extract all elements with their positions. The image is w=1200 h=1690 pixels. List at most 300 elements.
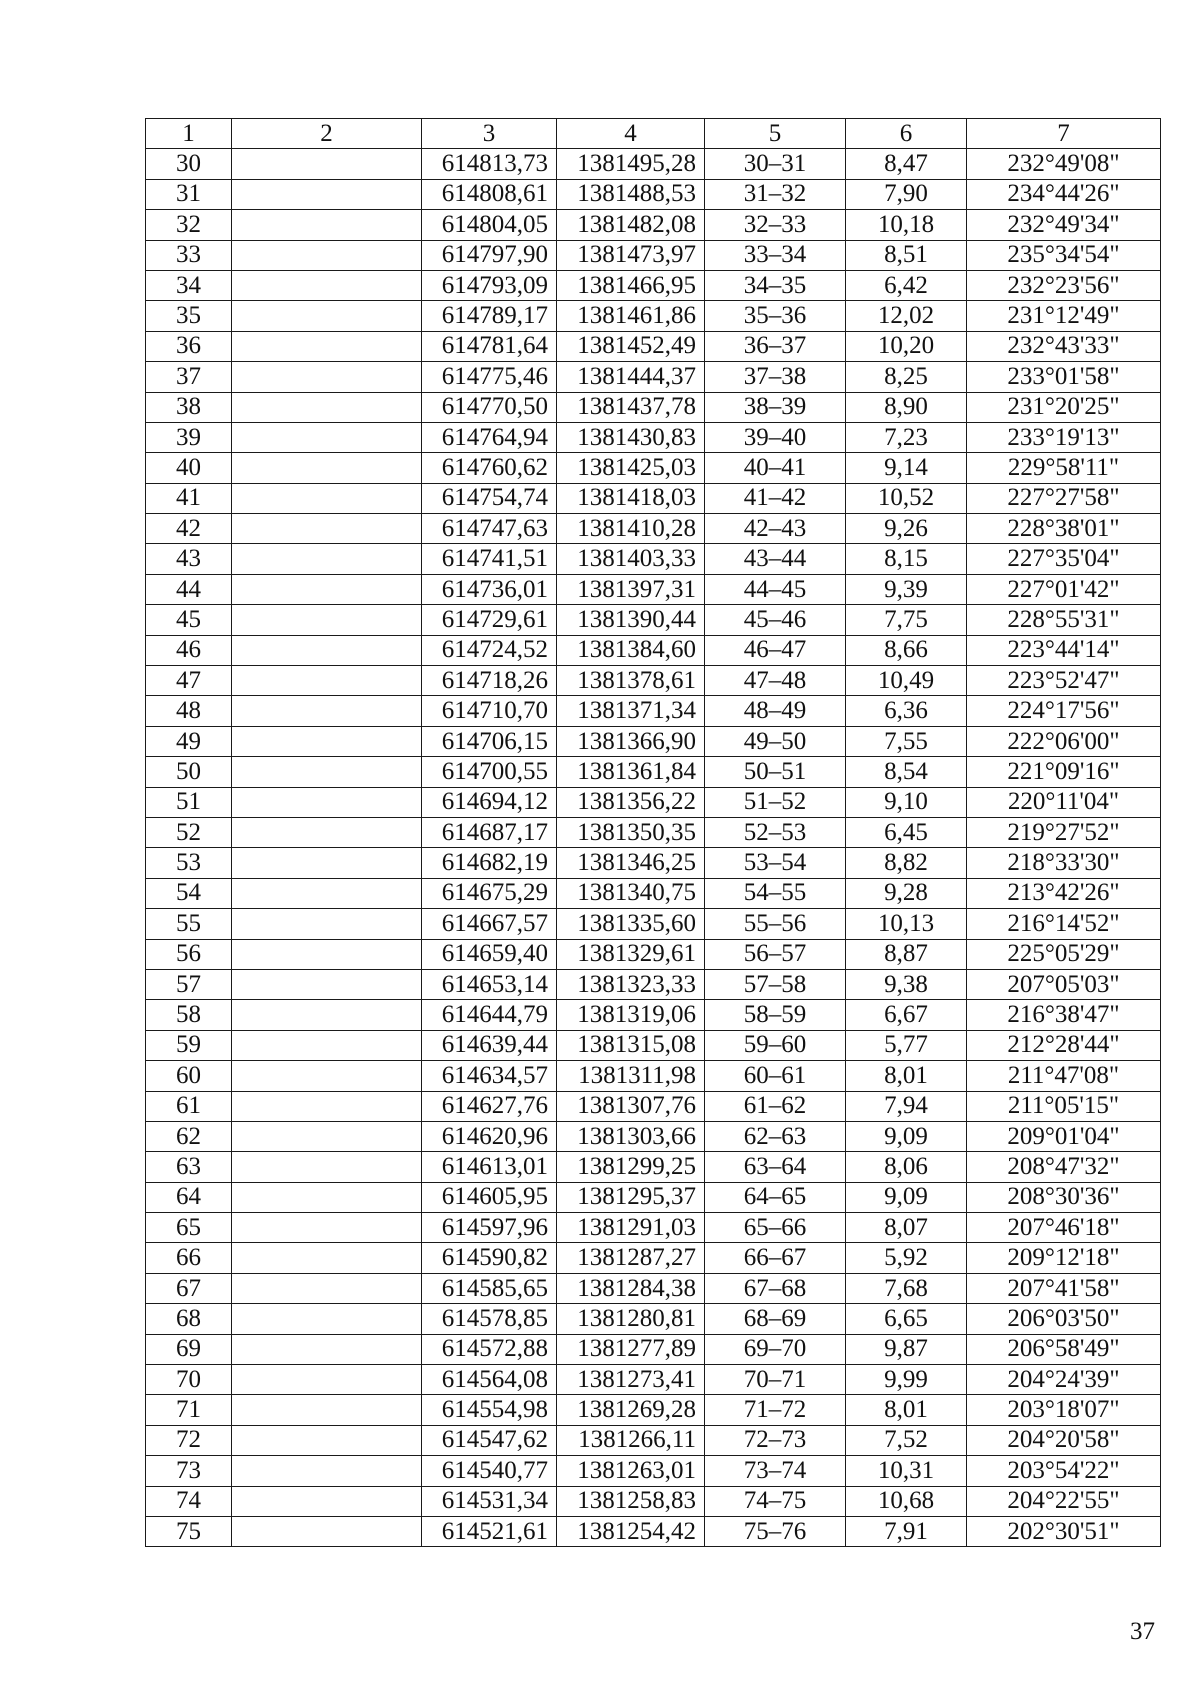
empty-cell <box>232 1061 422 1091</box>
segment-cell: 54–55 <box>705 878 846 908</box>
point-number-cell: 63 <box>146 1152 232 1182</box>
bearing-cell: 223°52'47" <box>967 666 1161 696</box>
point-number-cell: 49 <box>146 726 232 756</box>
header-cell: 4 <box>557 119 705 149</box>
empty-cell <box>232 1030 422 1060</box>
empty-cell <box>232 969 422 999</box>
bearing-cell: 228°55'31" <box>967 605 1161 635</box>
distance-cell: 8,87 <box>846 939 967 969</box>
point-number-cell: 71 <box>146 1395 232 1425</box>
table-row <box>146 726 1161 756</box>
point-number-cell: 73 <box>146 1456 232 1486</box>
table-row <box>146 787 1161 817</box>
point-number-cell: 51 <box>146 787 232 817</box>
y-coordinate-cell: 1381397,31 <box>557 574 705 604</box>
table-row <box>146 1365 1161 1395</box>
distance-cell: 5,92 <box>846 1243 967 1273</box>
y-coordinate-cell: 1381329,61 <box>557 939 705 969</box>
header-cell: 6 <box>846 119 967 149</box>
table-row <box>146 270 1161 300</box>
distance-cell: 6,42 <box>846 270 967 300</box>
y-coordinate-cell: 1381277,89 <box>557 1334 705 1364</box>
x-coordinate-cell: 614760,62 <box>422 453 557 483</box>
x-coordinate-cell: 614808,61 <box>422 179 557 209</box>
bearing-cell: 203°54'22" <box>967 1456 1161 1486</box>
empty-cell <box>232 544 422 574</box>
segment-cell: 48–49 <box>705 696 846 726</box>
x-coordinate-cell: 614724,52 <box>422 635 557 665</box>
segment-cell: 50–51 <box>705 757 846 787</box>
table-row <box>146 1425 1161 1455</box>
distance-cell: 10,18 <box>846 210 967 240</box>
table-row <box>146 301 1161 331</box>
distance-cell: 9,09 <box>846 1121 967 1151</box>
segment-cell: 42–43 <box>705 514 846 544</box>
table-row <box>146 1213 1161 1243</box>
segment-cell: 75–76 <box>705 1516 846 1546</box>
segment-cell: 43–44 <box>705 544 846 574</box>
distance-cell: 8,01 <box>846 1395 967 1425</box>
distance-cell: 8,47 <box>846 149 967 179</box>
point-number-cell: 68 <box>146 1304 232 1334</box>
distance-cell: 10,13 <box>846 909 967 939</box>
bearing-cell: 235°34'54" <box>967 240 1161 270</box>
empty-cell <box>232 301 422 331</box>
y-coordinate-cell: 1381378,61 <box>557 666 705 696</box>
x-coordinate-cell: 614634,57 <box>422 1061 557 1091</box>
segment-cell: 35–36 <box>705 301 846 331</box>
y-coordinate-cell: 1381366,90 <box>557 726 705 756</box>
x-coordinate-cell: 614540,77 <box>422 1456 557 1486</box>
y-coordinate-cell: 1381444,37 <box>557 362 705 392</box>
empty-cell <box>232 878 422 908</box>
x-coordinate-cell: 614694,12 <box>422 787 557 817</box>
x-coordinate-cell: 614531,34 <box>422 1486 557 1516</box>
empty-cell <box>232 1334 422 1364</box>
y-coordinate-cell: 1381346,25 <box>557 848 705 878</box>
distance-cell: 8,54 <box>846 757 967 787</box>
table-row <box>146 1273 1161 1303</box>
table-row <box>146 483 1161 513</box>
page-number: 37 <box>1130 1618 1155 1645</box>
bearing-cell: 227°27'58" <box>967 483 1161 513</box>
bearing-cell: 227°35'04" <box>967 544 1161 574</box>
point-number-cell: 75 <box>146 1516 232 1546</box>
x-coordinate-cell: 614797,90 <box>422 240 557 270</box>
point-number-cell: 54 <box>146 878 232 908</box>
x-coordinate-cell: 614667,57 <box>422 909 557 939</box>
y-coordinate-cell: 1381495,28 <box>557 149 705 179</box>
x-coordinate-cell: 614754,74 <box>422 483 557 513</box>
y-coordinate-cell: 1381311,98 <box>557 1061 705 1091</box>
bearing-cell: 232°23'56" <box>967 270 1161 300</box>
table-row <box>146 757 1161 787</box>
bearing-cell: 212°28'44" <box>967 1030 1161 1060</box>
segment-cell: 71–72 <box>705 1395 846 1425</box>
point-number-cell: 37 <box>146 362 232 392</box>
distance-cell: 6,65 <box>846 1304 967 1334</box>
empty-cell <box>232 1456 422 1486</box>
table-row <box>146 1243 1161 1273</box>
point-number-cell: 50 <box>146 757 232 787</box>
point-number-cell: 34 <box>146 270 232 300</box>
y-coordinate-cell: 1381403,33 <box>557 544 705 574</box>
bearing-cell: 207°46'18" <box>967 1213 1161 1243</box>
bearing-cell: 204°20'58" <box>967 1425 1161 1455</box>
segment-cell: 62–63 <box>705 1121 846 1151</box>
point-number-cell: 46 <box>146 635 232 665</box>
segment-cell: 53–54 <box>705 848 846 878</box>
distance-cell: 6,45 <box>846 817 967 847</box>
empty-cell <box>232 1152 422 1182</box>
empty-cell <box>232 666 422 696</box>
segment-cell: 38–39 <box>705 392 846 422</box>
point-number-cell: 36 <box>146 331 232 361</box>
bearing-cell: 209°12'18" <box>967 1243 1161 1273</box>
distance-cell: 7,91 <box>846 1516 967 1546</box>
point-number-cell: 35 <box>146 301 232 331</box>
y-coordinate-cell: 1381488,53 <box>557 179 705 209</box>
coordinates-table <box>145 118 1161 1547</box>
y-coordinate-cell: 1381384,60 <box>557 635 705 665</box>
y-coordinate-cell: 1381280,81 <box>557 1304 705 1334</box>
x-coordinate-cell: 614578,85 <box>422 1304 557 1334</box>
distance-cell: 7,52 <box>846 1425 967 1455</box>
point-number-cell: 60 <box>146 1061 232 1091</box>
distance-cell: 9,99 <box>846 1365 967 1395</box>
table-row <box>146 574 1161 604</box>
empty-cell <box>232 149 422 179</box>
x-coordinate-cell: 614710,70 <box>422 696 557 726</box>
empty-cell <box>232 848 422 878</box>
x-coordinate-cell: 614736,01 <box>422 574 557 604</box>
bearing-cell: 228°38'01" <box>967 514 1161 544</box>
point-number-cell: 57 <box>146 969 232 999</box>
bearing-cell: 234°44'26" <box>967 179 1161 209</box>
x-coordinate-cell: 614639,44 <box>422 1030 557 1060</box>
x-coordinate-cell: 614682,19 <box>422 848 557 878</box>
x-coordinate-cell: 614793,09 <box>422 270 557 300</box>
empty-cell <box>232 817 422 847</box>
segment-cell: 57–58 <box>705 969 846 999</box>
bearing-cell: 208°30'36" <box>967 1182 1161 1212</box>
x-coordinate-cell: 614741,51 <box>422 544 557 574</box>
y-coordinate-cell: 1381473,97 <box>557 240 705 270</box>
segment-cell: 39–40 <box>705 422 846 452</box>
distance-cell: 8,82 <box>846 848 967 878</box>
y-coordinate-cell: 1381410,28 <box>557 514 705 544</box>
segment-cell: 34–35 <box>705 270 846 300</box>
segment-cell: 51–52 <box>705 787 846 817</box>
segment-cell: 63–64 <box>705 1152 846 1182</box>
x-coordinate-cell: 614706,15 <box>422 726 557 756</box>
y-coordinate-cell: 1381371,34 <box>557 696 705 726</box>
empty-cell <box>232 1425 422 1455</box>
point-number-cell: 58 <box>146 1000 232 1030</box>
y-coordinate-cell: 1381418,03 <box>557 483 705 513</box>
empty-cell <box>232 1365 422 1395</box>
header-cell: 7 <box>967 119 1161 149</box>
y-coordinate-cell: 1381430,83 <box>557 422 705 452</box>
distance-cell: 9,26 <box>846 514 967 544</box>
bearing-cell: 232°43'33" <box>967 331 1161 361</box>
y-coordinate-cell: 1381299,25 <box>557 1152 705 1182</box>
point-number-cell: 66 <box>146 1243 232 1273</box>
bearing-cell: 221°09'16" <box>967 757 1161 787</box>
distance-cell: 8,25 <box>846 362 967 392</box>
bearing-cell: 209°01'04" <box>967 1121 1161 1151</box>
table-row <box>146 848 1161 878</box>
y-coordinate-cell: 1381287,27 <box>557 1243 705 1273</box>
segment-cell: 68–69 <box>705 1304 846 1334</box>
point-number-cell: 33 <box>146 240 232 270</box>
y-coordinate-cell: 1381295,37 <box>557 1182 705 1212</box>
point-number-cell: 67 <box>146 1273 232 1303</box>
point-number-cell: 40 <box>146 453 232 483</box>
point-number-cell: 59 <box>146 1030 232 1060</box>
distance-cell: 7,90 <box>846 179 967 209</box>
table-row <box>146 331 1161 361</box>
empty-cell <box>232 362 422 392</box>
table-row <box>146 939 1161 969</box>
segment-cell: 44–45 <box>705 574 846 604</box>
empty-cell <box>232 1091 422 1121</box>
x-coordinate-cell: 614627,76 <box>422 1091 557 1121</box>
segment-cell: 72–73 <box>705 1425 846 1455</box>
header-cell: 2 <box>232 119 422 149</box>
y-coordinate-cell: 1381266,11 <box>557 1425 705 1455</box>
bearing-cell: 231°20'25" <box>967 392 1161 422</box>
header-cell: 5 <box>705 119 846 149</box>
segment-cell: 65–66 <box>705 1213 846 1243</box>
table-row <box>146 635 1161 665</box>
empty-cell <box>232 483 422 513</box>
table-row <box>146 817 1161 847</box>
segment-cell: 46–47 <box>705 635 846 665</box>
bearing-cell: 233°19'13" <box>967 422 1161 452</box>
segment-cell: 30–31 <box>705 149 846 179</box>
y-coordinate-cell: 1381315,08 <box>557 1030 705 1060</box>
y-coordinate-cell: 1381263,01 <box>557 1456 705 1486</box>
table-row <box>146 1091 1161 1121</box>
empty-cell <box>232 1121 422 1151</box>
empty-cell <box>232 696 422 726</box>
bearing-cell: 207°05'03" <box>967 969 1161 999</box>
header-cell: 3 <box>422 119 557 149</box>
x-coordinate-cell: 614653,14 <box>422 969 557 999</box>
table-row <box>146 1395 1161 1425</box>
y-coordinate-cell: 1381452,49 <box>557 331 705 361</box>
table-row <box>146 1486 1161 1516</box>
bearing-cell: 233°01'58" <box>967 362 1161 392</box>
distance-cell: 10,68 <box>846 1486 967 1516</box>
distance-cell: 7,68 <box>846 1273 967 1303</box>
y-coordinate-cell: 1381258,83 <box>557 1486 705 1516</box>
bearing-cell: 229°58'11" <box>967 453 1161 483</box>
x-coordinate-cell: 614718,26 <box>422 666 557 696</box>
empty-cell <box>232 605 422 635</box>
table-row <box>146 392 1161 422</box>
bearing-cell: 211°47'08" <box>967 1061 1161 1091</box>
point-number-cell: 48 <box>146 696 232 726</box>
x-coordinate-cell: 614585,65 <box>422 1273 557 1303</box>
table-row <box>146 1121 1161 1151</box>
segment-cell: 47–48 <box>705 666 846 696</box>
y-coordinate-cell: 1381390,44 <box>557 605 705 635</box>
x-coordinate-cell: 614620,96 <box>422 1121 557 1151</box>
segment-cell: 37–38 <box>705 362 846 392</box>
y-coordinate-cell: 1381319,06 <box>557 1000 705 1030</box>
distance-cell: 8,01 <box>846 1061 967 1091</box>
point-number-cell: 41 <box>146 483 232 513</box>
table-row <box>146 696 1161 726</box>
empty-cell <box>232 331 422 361</box>
point-number-cell: 74 <box>146 1486 232 1516</box>
distance-cell: 8,15 <box>846 544 967 574</box>
distance-cell: 8,51 <box>846 240 967 270</box>
distance-cell: 6,67 <box>846 1000 967 1030</box>
distance-cell: 8,90 <box>846 392 967 422</box>
table-row <box>146 1456 1161 1486</box>
segment-cell: 31–32 <box>705 179 846 209</box>
point-number-cell: 47 <box>146 666 232 696</box>
table-row <box>146 878 1161 908</box>
distance-cell: 10,49 <box>846 666 967 696</box>
bearing-cell: 224°17'56" <box>967 696 1161 726</box>
distance-cell: 6,36 <box>846 696 967 726</box>
y-coordinate-cell: 1381303,66 <box>557 1121 705 1151</box>
x-coordinate-cell: 614613,01 <box>422 1152 557 1182</box>
table-row <box>146 240 1161 270</box>
point-number-cell: 56 <box>146 939 232 969</box>
segment-cell: 55–56 <box>705 909 846 939</box>
bearing-cell: 218°33'30" <box>967 848 1161 878</box>
point-number-cell: 62 <box>146 1121 232 1151</box>
empty-cell <box>232 1243 422 1273</box>
y-coordinate-cell: 1381356,22 <box>557 787 705 817</box>
header-cell: 1 <box>146 119 232 149</box>
segment-cell: 66–67 <box>705 1243 846 1273</box>
empty-cell <box>232 514 422 544</box>
x-coordinate-cell: 614659,40 <box>422 939 557 969</box>
x-coordinate-cell: 614770,50 <box>422 392 557 422</box>
empty-cell <box>232 240 422 270</box>
x-coordinate-cell: 614700,55 <box>422 757 557 787</box>
y-coordinate-cell: 1381269,28 <box>557 1395 705 1425</box>
bearing-cell: 216°14'52" <box>967 909 1161 939</box>
segment-cell: 33–34 <box>705 240 846 270</box>
segment-cell: 60–61 <box>705 1061 846 1091</box>
x-coordinate-cell: 614675,29 <box>422 878 557 908</box>
empty-cell <box>232 635 422 665</box>
empty-cell <box>232 1516 422 1546</box>
y-coordinate-cell: 1381323,33 <box>557 969 705 999</box>
segment-cell: 59–60 <box>705 1030 846 1060</box>
point-number-cell: 42 <box>146 514 232 544</box>
x-coordinate-cell: 614813,73 <box>422 149 557 179</box>
empty-cell <box>232 757 422 787</box>
distance-cell: 9,38 <box>846 969 967 999</box>
point-number-cell: 31 <box>146 179 232 209</box>
segment-cell: 40–41 <box>705 453 846 483</box>
x-coordinate-cell: 614687,17 <box>422 817 557 847</box>
bearing-cell: 222°06'00" <box>967 726 1161 756</box>
point-number-cell: 61 <box>146 1091 232 1121</box>
segment-cell: 69–70 <box>705 1334 846 1364</box>
empty-cell <box>232 179 422 209</box>
x-coordinate-cell: 614747,63 <box>422 514 557 544</box>
table-row <box>146 422 1161 452</box>
point-number-cell: 52 <box>146 817 232 847</box>
bearing-cell: 206°03'50" <box>967 1304 1161 1334</box>
segment-cell: 61–62 <box>705 1091 846 1121</box>
y-coordinate-cell: 1381482,08 <box>557 210 705 240</box>
distance-cell: 9,09 <box>846 1182 967 1212</box>
distance-cell: 7,23 <box>846 422 967 452</box>
distance-cell: 5,77 <box>846 1030 967 1060</box>
y-coordinate-cell: 1381425,03 <box>557 453 705 483</box>
table-row <box>146 149 1161 179</box>
distance-cell: 10,20 <box>846 331 967 361</box>
distance-cell: 9,10 <box>846 787 967 817</box>
y-coordinate-cell: 1381254,42 <box>557 1516 705 1546</box>
x-coordinate-cell: 614804,05 <box>422 210 557 240</box>
x-coordinate-cell: 614781,64 <box>422 331 557 361</box>
x-coordinate-cell: 614521,61 <box>422 1516 557 1546</box>
empty-cell <box>232 574 422 604</box>
empty-cell <box>232 270 422 300</box>
y-coordinate-cell: 1381291,03 <box>557 1213 705 1243</box>
point-number-cell: 69 <box>146 1334 232 1364</box>
bearing-cell: 223°44'14" <box>967 635 1161 665</box>
empty-cell <box>232 1273 422 1303</box>
x-coordinate-cell: 614597,96 <box>422 1213 557 1243</box>
segment-cell: 70–71 <box>705 1365 846 1395</box>
empty-cell <box>232 1000 422 1030</box>
bearing-cell: 232°49'08" <box>967 149 1161 179</box>
table-row <box>146 1152 1161 1182</box>
distance-cell: 9,28 <box>846 878 967 908</box>
bearing-cell: 213°42'26" <box>967 878 1161 908</box>
bearing-cell: 204°24'39" <box>967 1365 1161 1395</box>
empty-cell <box>232 909 422 939</box>
point-number-cell: 32 <box>146 210 232 240</box>
point-number-cell: 53 <box>146 848 232 878</box>
x-coordinate-cell: 614564,08 <box>422 1365 557 1395</box>
table-row <box>146 1030 1161 1060</box>
segment-cell: 56–57 <box>705 939 846 969</box>
distance-cell: 7,94 <box>846 1091 967 1121</box>
segment-cell: 64–65 <box>705 1182 846 1212</box>
x-coordinate-cell: 614789,17 <box>422 301 557 331</box>
y-coordinate-cell: 1381335,60 <box>557 909 705 939</box>
empty-cell <box>232 210 422 240</box>
bearing-cell: 203°18'07" <box>967 1395 1161 1425</box>
y-coordinate-cell: 1381466,95 <box>557 270 705 300</box>
distance-cell: 12,02 <box>846 301 967 331</box>
empty-cell <box>232 1182 422 1212</box>
empty-cell <box>232 1486 422 1516</box>
y-coordinate-cell: 1381340,75 <box>557 878 705 908</box>
bearing-cell: 231°12'49" <box>967 301 1161 331</box>
distance-cell: 10,52 <box>846 483 967 513</box>
segment-cell: 67–68 <box>705 1273 846 1303</box>
table-row <box>146 1000 1161 1030</box>
bearing-cell: 207°41'58" <box>967 1273 1161 1303</box>
distance-cell: 8,66 <box>846 635 967 665</box>
x-coordinate-cell: 614605,95 <box>422 1182 557 1212</box>
table-row <box>146 909 1161 939</box>
